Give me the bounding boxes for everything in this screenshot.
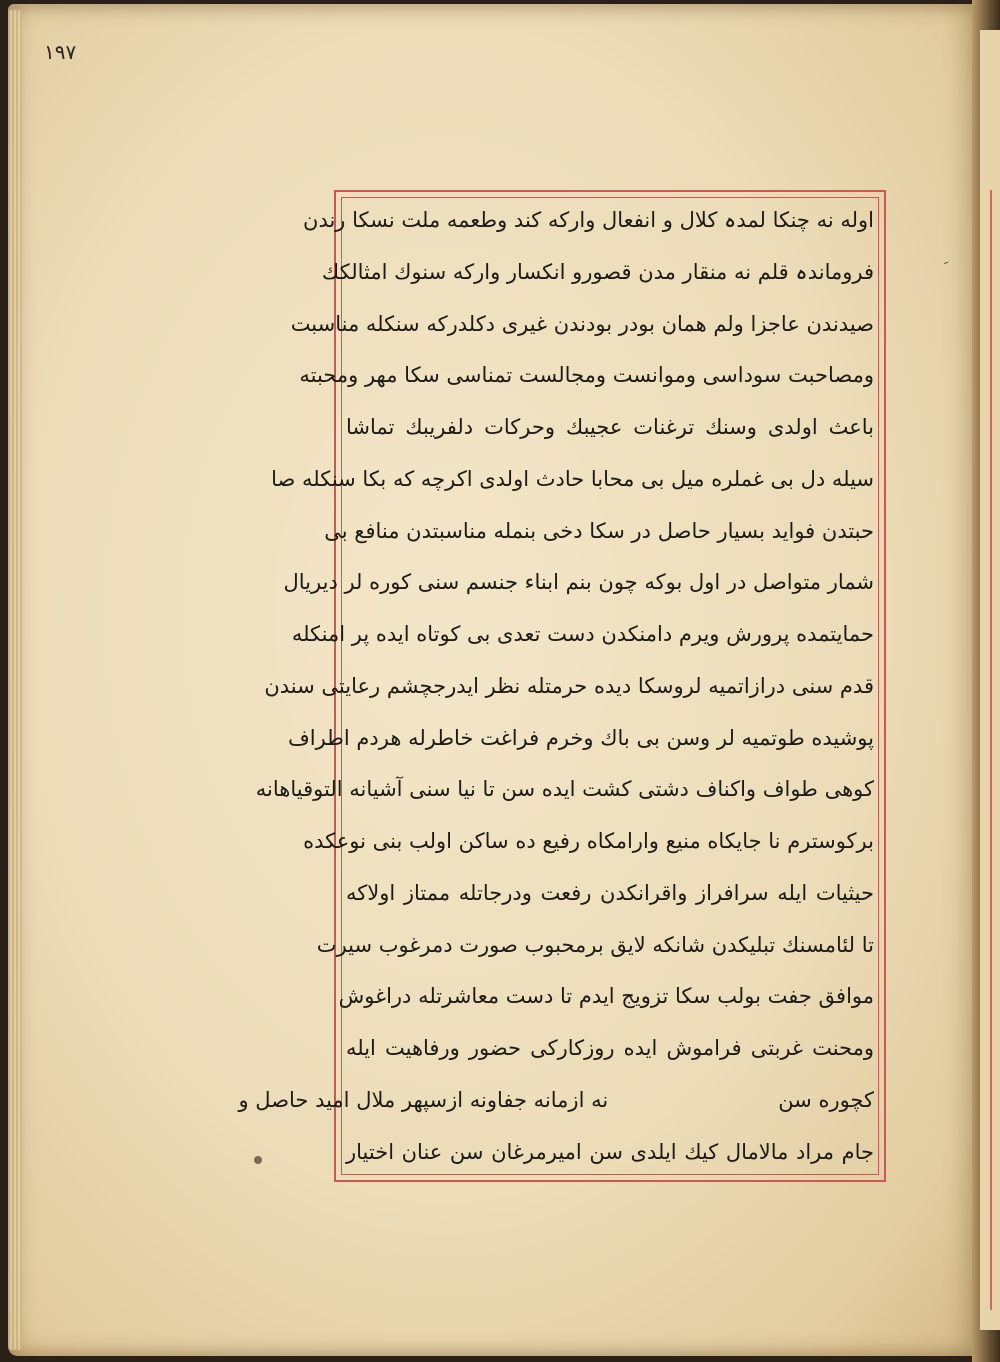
page-number: ۱۹۷ [44, 40, 77, 64]
text-line: ومحنت غربتی فراموش ايده روزکارکی حضور ورفاهيت ايله [346, 1036, 874, 1061]
text-line: جام مراد مالامال کيك ايلدی سن اميرمرغان سن عنان اختيار [346, 1139, 874, 1164]
margin-mark: ﹶ [944, 260, 949, 276]
text-line: برکوسترم نا جايکاه منيع وارامکاه رفيع ده ساکن اولب بنی نوعکده [303, 829, 874, 854]
text-line: کچوره سننه ازمانه جفاونه ازسپهر ملال اميد حاصل و [238, 1088, 874, 1113]
text-line: حيثيات ايله سرافراز واقرانکدن رفعت ودرجاتله ممتاز اولاکه [346, 880, 874, 905]
text-line: تا لئامسنك تبليکدن شانکه لايق برمحبوب صورت دمرغوب سيرت [316, 932, 874, 957]
text-line: فروماندہ قلم نه منقار مدن قصورو انکسار وارکه سنوك امثالكك [321, 259, 874, 284]
text-line: کوهی طواف واکناف دشتی کشت ايده سن تا نيا سنی آشيانه التوقياهانه [255, 777, 874, 802]
text-line: حبتدن فوايد بسيار حاصل در سکا دخی بنمله مناسبتدن منافع بی [324, 518, 874, 543]
page-edges [8, 10, 22, 1350]
ink-stain [254, 1156, 262, 1164]
text-line: موافق جفت بولب سکا تزويج ايدم تا دست معاشرتله دراغوش [338, 984, 874, 1009]
text-line: سيله دل بی غملره ميل بی محابا حادث اولدی اکرچه که بکا سنکله صا [271, 466, 874, 491]
text-line: ومصاحبت سوداسی وموانست ومجالست تمناسی سکا مهر ومحبته [299, 363, 874, 388]
text-line: صيدندن عاجزا ولم همان بودر بودندن غيری دکلدرکه سنکله مناسبت [290, 311, 874, 336]
text-line: اوله نه چنکا لمدہ کلال و انفعال وارکه کند وطعمه ملت نسکا رندن [303, 208, 874, 232]
manuscript-text-block [238, 206, 874, 1166]
text-line: باعث اولدی وسنك ترغنات عجيبك وحرکات دلفريبك تماشا [346, 415, 874, 440]
text-line: حمايتمده پرورش ويرم دامنکدن دست تعدی بی کوتاه ايده پر امنکله [291, 622, 874, 647]
text-line: شمار متواصل در اول بوکه چون بنم ابناء جنسم سنی کوره لر ديريال [283, 570, 874, 595]
text-line: قدم سنی درازاتميه لروسکا ديده حرمتله نظر ايدرجچشم رعايتی سندن [264, 673, 874, 698]
facing-page-rule [990, 190, 992, 1310]
text-line: پوشيده طوتميه لر وسن بی باك وخرم فراغت خاطرله هردم اطراف [287, 725, 874, 750]
